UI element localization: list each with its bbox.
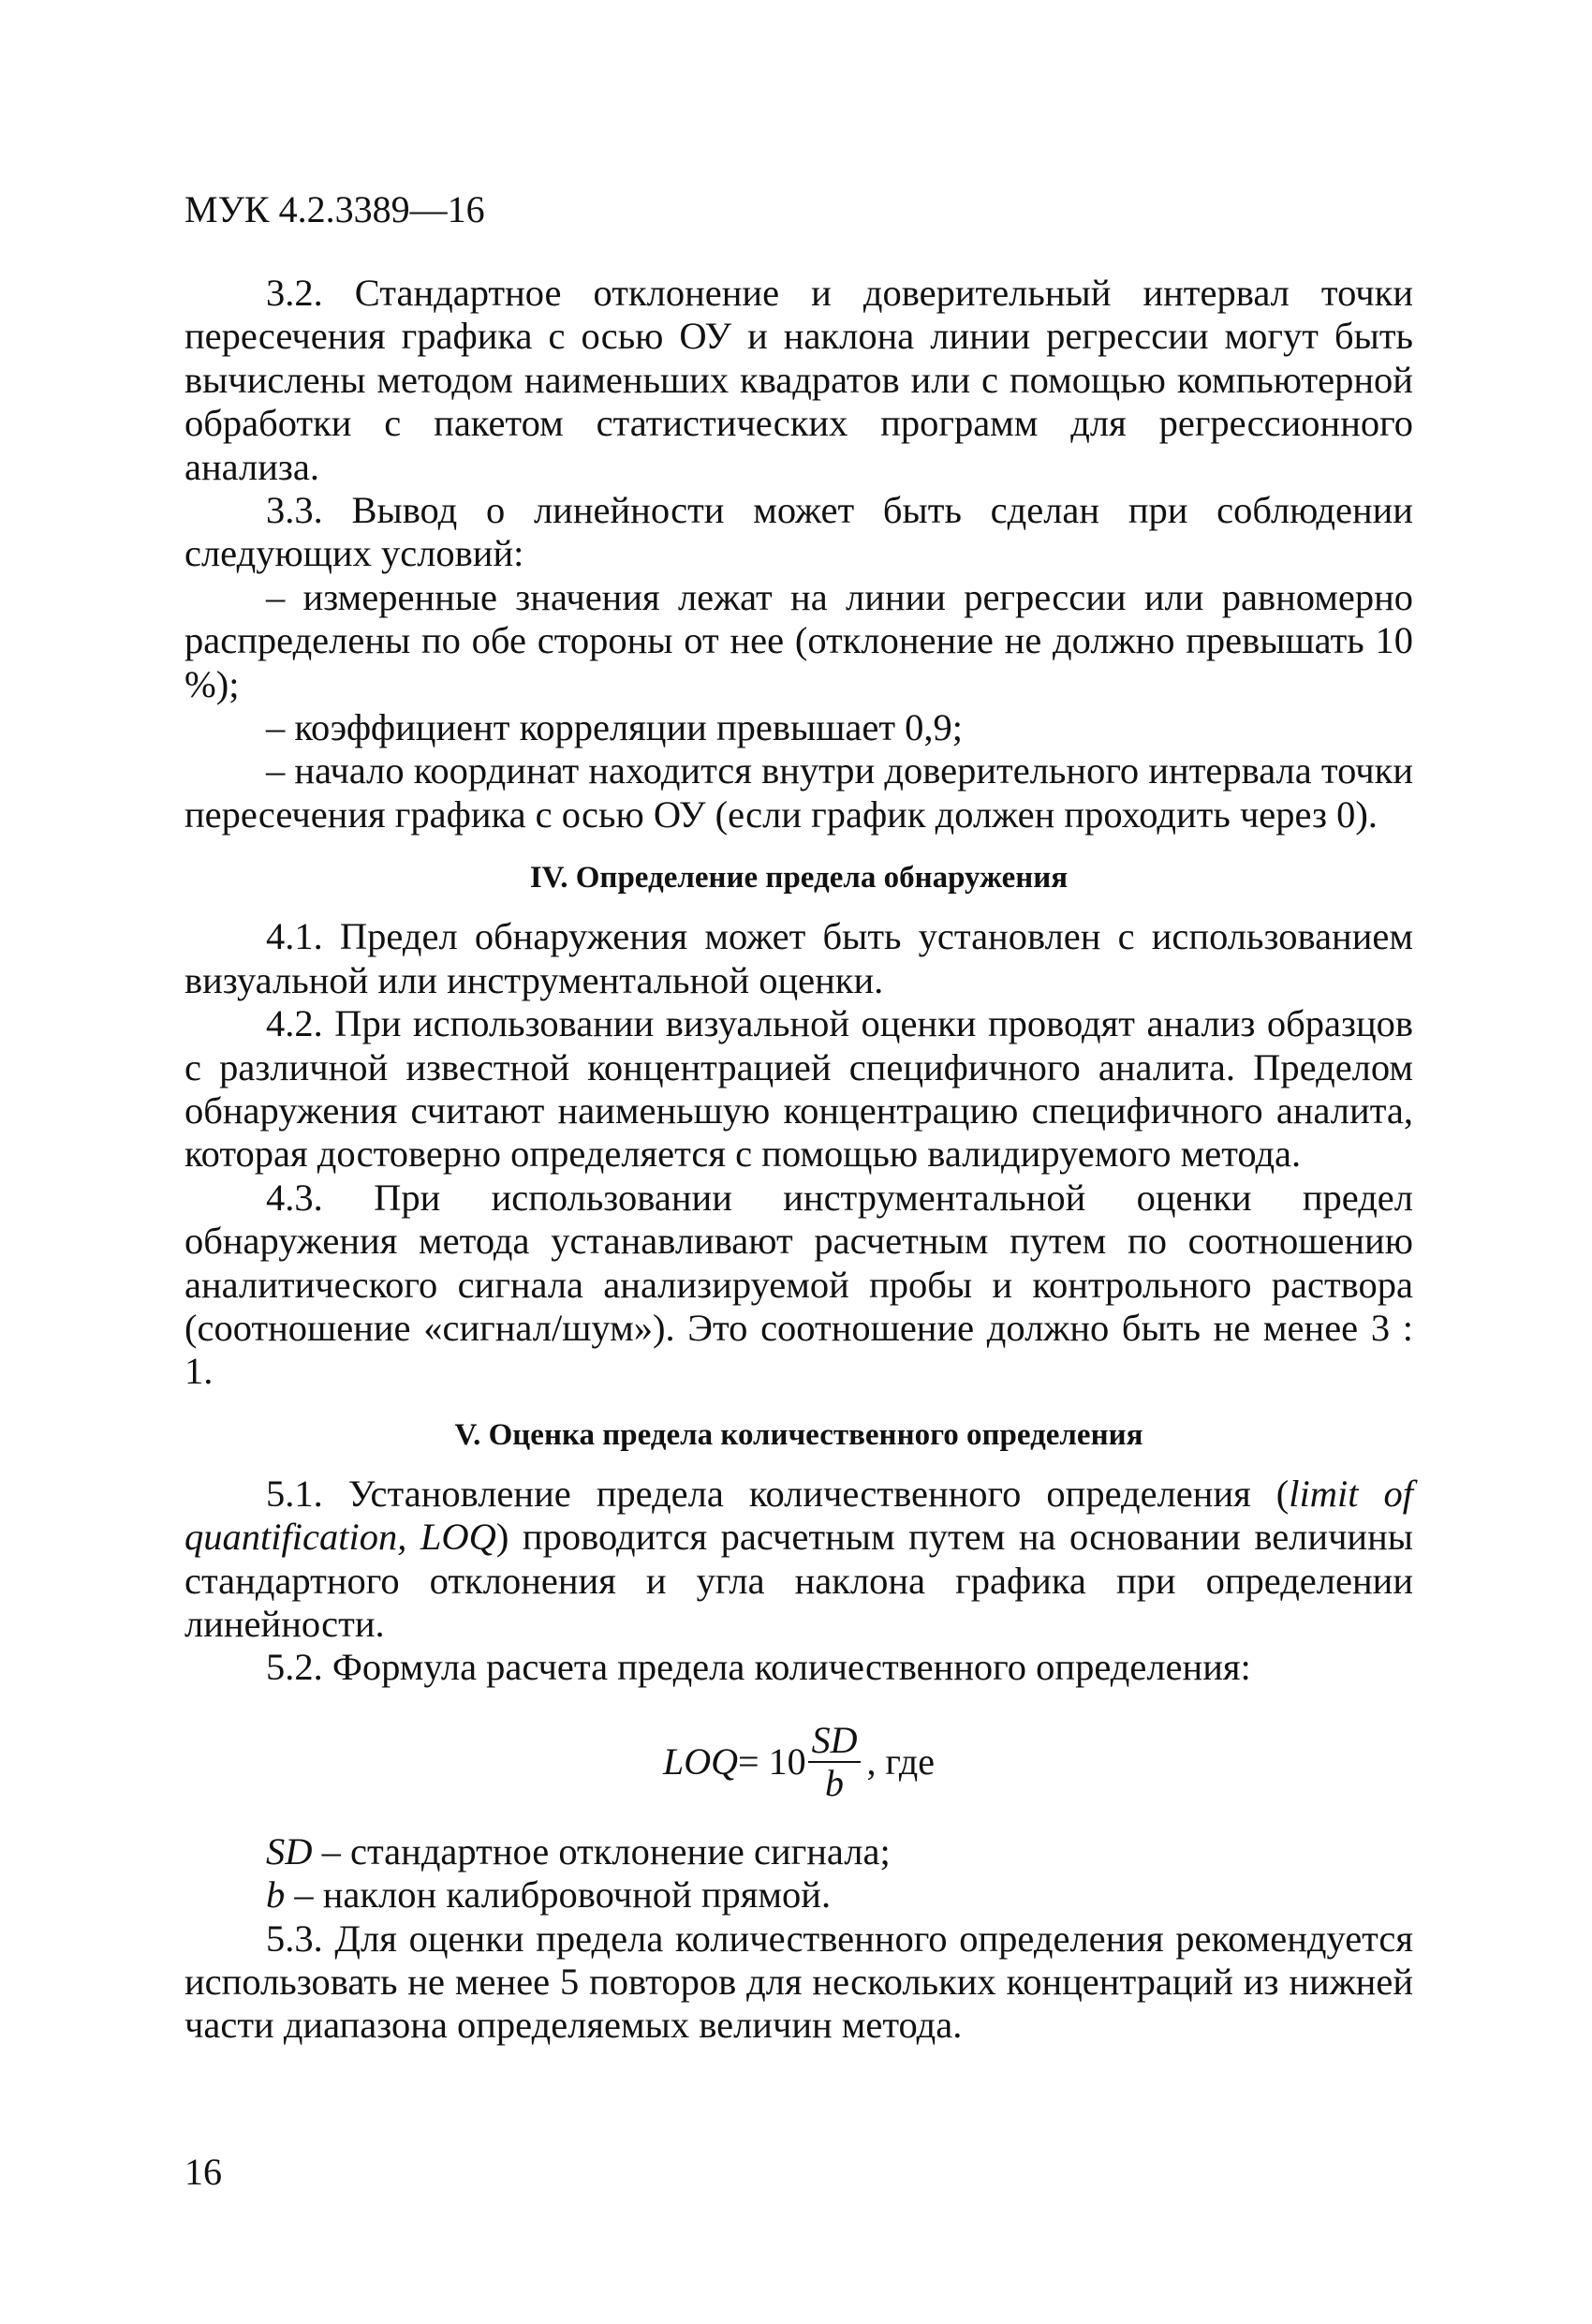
condition-item: – коэффициент корреляции превышает 0,9; — [266, 706, 964, 749]
paragraph-5-3: 5.3. Для оценки предела количественного определения рекомендуется использовать не менее 5 повторов для нескольких концентраций из нижней части диапазона определяемых величин метода. — [184, 1917, 1413, 2047]
section-iv-title: IV. Определение предела обнаружения — [529, 861, 1069, 896]
condition-item: – измеренные значения лежат на линии регрессии или равномерно распределены по обе стороны от нее (отклонение не должно превышать 10 %); — [184, 575, 1413, 705]
definition-b-text: – наклон калибровочной прямой. — [285, 1873, 832, 1917]
formula-suffix: , где — [866, 1739, 935, 1783]
definition-b — [184, 1873, 1413, 1917]
paragraph-5-1-end: ) проводится расчетным путем на основании величины стандартного отклонения и угла наклона графика при определении линейности. — [184, 1516, 1413, 1645]
formula-numerator: SD — [808, 1720, 862, 1763]
paragraph-5-1-start: 5.1. Установление предела количественного определения ( — [266, 1472, 1290, 1515]
paragraph-3-2: 3.2. Стандартное отклонение и доверительный интервал точки пересечения графика с осью ОУ и наклона линии регрессии могут быть вычислены методом наименьших квадратов или с помощью компьютерной обработки с пакетом статистических программ для регрессионного анализа. — [184, 272, 1413, 488]
page-number: 16 — [184, 2151, 222, 2193]
paragraph-4-2: 4.2. При использовании визуальной оценки проводят анализ образцов с различной известной концентрацией специфичного аналита. Пределом обнаружения считают наименьшую концентрацию специфичного аналита, которая достоверно определяется с помощью валидируемого метода. — [184, 1002, 1413, 1176]
paragraph-5-2: 5.2. Формула расчета предела количественного определения: — [266, 1646, 1251, 1689]
formula-equals: = 10 — [738, 1739, 806, 1783]
definition-sd-text: – стандартное отклонение сигнала; — [312, 1829, 891, 1873]
formula-lhs: LOQ — [662, 1739, 739, 1783]
definition-b-term: b — [266, 1873, 286, 1917]
formula-fraction — [808, 1720, 862, 1804]
formula-denominator: b — [825, 1761, 845, 1804]
section-v-title: V. Оценка предела количественного определения — [454, 1417, 1143, 1452]
paragraph-4-1: 4.1. Предел обнаружения может быть установлен с использованием визуальной или инструментальной оценки. — [184, 915, 1413, 1001]
document-header: МУК 4.2.3389—16 — [184, 188, 485, 230]
paragraph-5-1 — [184, 1473, 1413, 1647]
condition-item: – начало координат находится внутри доверительного интервала точки пересечения графика с осью ОУ (если график должен проходить через 0). — [184, 749, 1413, 836]
paragraph-3-3: 3.3. Вывод о линейности может быть сделан при соблюдении следующих условий: — [184, 489, 1413, 575]
definition-sd-term: SD — [266, 1829, 313, 1873]
loq-formula — [184, 1710, 1413, 1813]
paragraph-4-3: 4.3. При использовании инструментальной оценки предел обнаружения метода устанавливают расчетным путем по соотношению аналитического сигнала анализируемой пробы и контрольного раствора (соотношение «сигнал/шум»). Это соотношение должно быть не менее 3 : 1. — [184, 1176, 1413, 1393]
loq-term: limit of quantification, LOQ — [184, 1472, 1413, 1559]
definition-sd — [184, 1830, 1413, 1873]
document-body — [184, 272, 1413, 2048]
